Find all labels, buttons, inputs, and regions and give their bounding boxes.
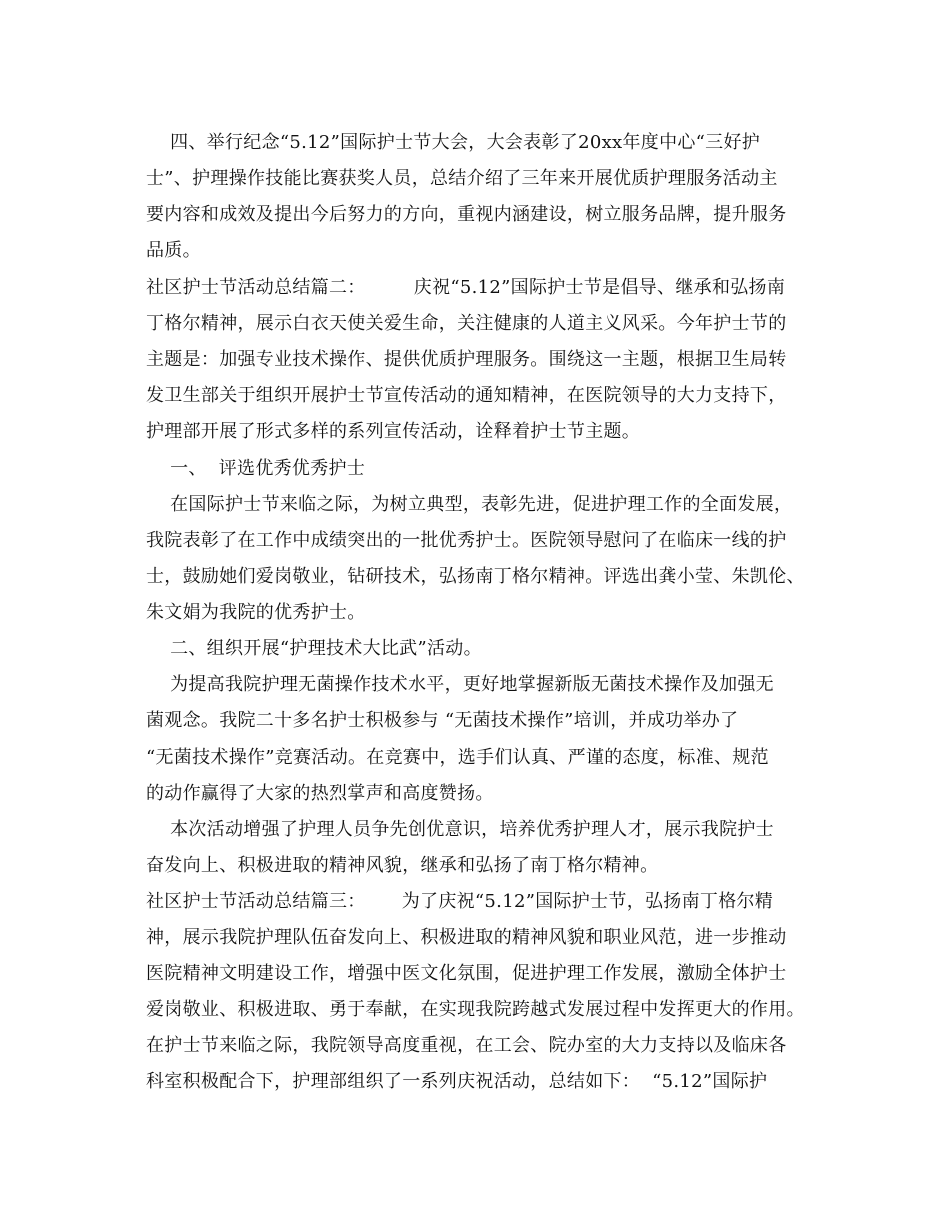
text-line: 科室积极配合下，护理部组织了一系列庆祝活动，总结如下： “5.12”国际护 (146, 1071, 768, 1092)
text-line: 的动作赢得了大家的热烈掌声和高度赞扬。 (146, 783, 494, 804)
text-line: 护理部开展了形式多样的系列宣传活动，诠释着护士节主题。 (146, 421, 641, 442)
text-line: 主题是：加强专业技术操作、提供优质护理服务。围绕这一主题，根据卫生局转 (146, 349, 787, 370)
text-line: 四、举行纪念“5.12”国际护士节大会，大会表彰了20xx年度中心“三好护 (146, 132, 761, 153)
text-line: 菌观念。我院二十多名护士积极参与 “无菌技术操作”培训，并成功举办了 (146, 710, 739, 731)
text-line: 医院精神文明建设工作，增强中医文化氛围，促进护理工作发展，激励全体护士 (146, 963, 787, 984)
text-line: 士”、护理操作技能比赛获奖人员，总结介绍了三年来开展优质护理服务活动主 (146, 168, 778, 189)
subheading-line: 二、组织开展“护理技术大比武”活动。 (146, 638, 482, 659)
text-line: 在国际护士节来临之际，为树立典型，表彰先进，促进护理工作的全面发展， (146, 494, 793, 515)
section-heading-line: 社区护士节活动总结篇二： 庆祝“5.12”国际护士节是倡导、继承和弘扬南 (146, 277, 786, 298)
text-line: 在护士节来临之际，我院领导高度重视，在工会、院办室的大力支持以及临床各 (146, 1035, 787, 1056)
text-line: 要内容和成效及提出今后努力的方向，重视内涵建设，树立服务品牌，提升服务 (146, 204, 787, 225)
section-heading-line: 社区护士节活动总结篇三： 为了庆祝“5.12”国际护士节，弘扬南丁格尔精 (146, 891, 774, 912)
text-line: 爱岗敬业、积极进取、勇于奉献，在实现我院跨越式发展过程中发挥更大的作用。 (146, 999, 805, 1020)
text-line: 品质。 (146, 240, 201, 261)
text-line: 奋发向上、积极进取的精神风貌，继承和弘扬了南丁格尔精神。 (146, 855, 659, 876)
text-line: 发卫生部关于组织开展护士节宣传活动的通知精神，在医院领导的大力支持下， (146, 385, 787, 406)
text-line: 朱文娟为我院的优秀护士。 (146, 602, 366, 623)
text-line: “无菌技术操作”竞赛活动。在竞赛中，选手们认真、严谨的态度，标准、规范 (146, 747, 769, 768)
text-line: 本次活动增强了护理人员争先创优意识，培养优秀护理人才，展示我院护士 (146, 819, 774, 840)
text-line: 神，展示我院护理队伍奋发向上、积极进取的精神风貌和职业风范，进一步推动 (146, 927, 787, 948)
text-line: 丁格尔精神，展示白衣天使关爱生命，关注健康的人道主义风采。今年护士节的 (146, 313, 787, 334)
text-line: 士，鼓励她们爱岗敬业，钻研技术，弘扬南丁格尔精神。评选出龚小莹、朱凯伦、 (146, 566, 805, 587)
subheading-line: 一、 评选优秀优秀护士 (146, 458, 366, 479)
text-line: 为提高我院护理无菌操作技术水平，更好地掌握新版无菌技术操作及加强无 (146, 674, 774, 695)
text-line: 我院表彰了在工作中成绩突出的一批优秀护士。医院领导慰问了在临床一线的护 (146, 530, 787, 551)
